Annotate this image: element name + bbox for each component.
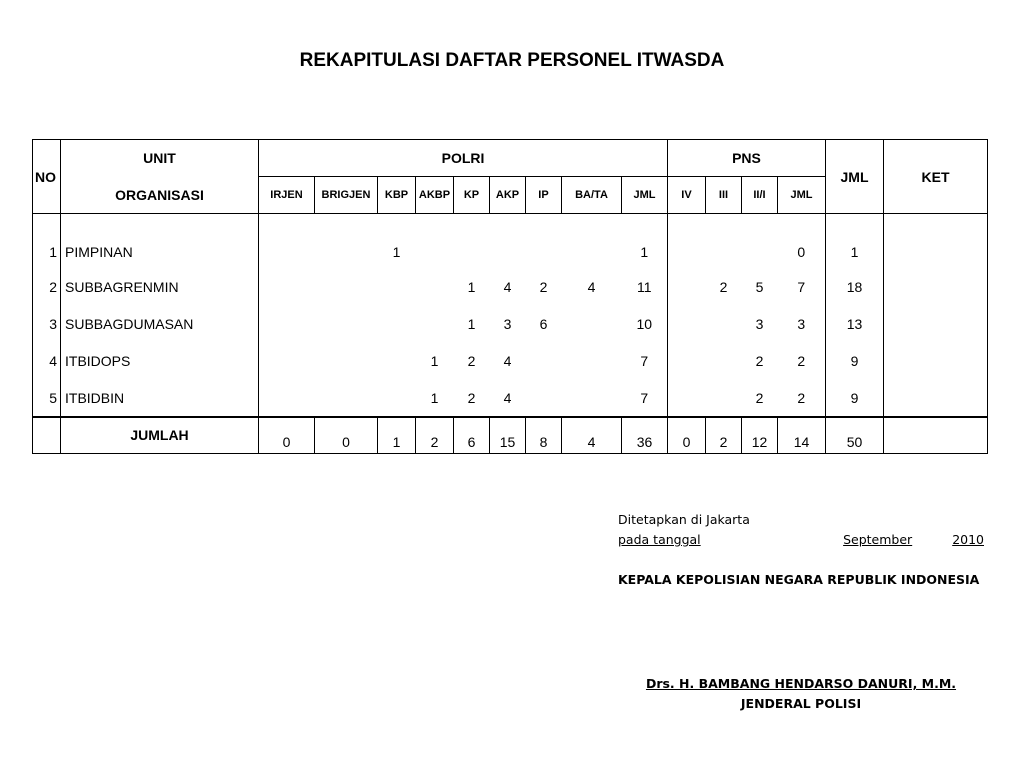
signature-date-year: 2010 bbox=[952, 532, 984, 547]
total-cell: 12 bbox=[742, 417, 778, 454]
header-polri-brigjen: BRIGJEN bbox=[315, 177, 378, 214]
total-cell: 14 bbox=[778, 417, 826, 454]
header-jml-total: JML bbox=[826, 140, 884, 214]
table-cell: 3 bbox=[797, 316, 806, 332]
header-unit-bottom: ORGANISASI bbox=[61, 177, 259, 214]
header-no: NO bbox=[33, 140, 61, 214]
header-pns-iv: IV bbox=[668, 177, 706, 214]
total-cell: 1 bbox=[378, 417, 416, 454]
table-body bbox=[33, 214, 988, 417]
table-cell: 2 bbox=[539, 279, 548, 295]
total-cell: 2 bbox=[706, 417, 742, 454]
header-pns-iii: II/I bbox=[742, 177, 778, 214]
table-row bbox=[33, 343, 988, 380]
table-cell bbox=[378, 306, 416, 343]
table-cell bbox=[668, 214, 706, 269]
table-cell bbox=[259, 269, 315, 306]
table-cell bbox=[706, 343, 742, 380]
table-cell: 4 bbox=[503, 279, 512, 295]
table-cell: 2 bbox=[755, 353, 764, 369]
table-cell bbox=[706, 380, 742, 417]
table-cell bbox=[562, 306, 622, 343]
total-cell: 4 bbox=[562, 417, 622, 454]
row-unit: PIMPINAN bbox=[61, 214, 259, 269]
table-cell bbox=[259, 306, 315, 343]
table-cell: 13 bbox=[826, 306, 884, 343]
signature-block bbox=[618, 510, 984, 590]
table-cell bbox=[706, 214, 742, 269]
header-pns-jml: JML bbox=[778, 177, 826, 214]
total-cell: 36 bbox=[622, 417, 668, 454]
table-row bbox=[33, 306, 988, 343]
row-unit: SUBBAGDUMASAN bbox=[61, 306, 259, 343]
table-cell: 1 bbox=[467, 316, 476, 332]
table-cell: 4 bbox=[587, 279, 596, 295]
table-cell bbox=[259, 380, 315, 417]
table-cell: 5 bbox=[755, 279, 764, 295]
table-cell: 1 bbox=[467, 279, 476, 295]
header-polri-kp: KP bbox=[454, 177, 490, 214]
header-polri-akbp: AKBP bbox=[416, 177, 454, 214]
table-cell: 9 bbox=[826, 380, 884, 417]
table-cell: 3 bbox=[503, 316, 512, 332]
table-cell bbox=[490, 214, 526, 269]
total-cell: 6 bbox=[454, 417, 490, 454]
page-title: REKAPITULASI DAFTAR PERSONEL ITWASDA bbox=[299, 50, 725, 71]
table-cell: 2 bbox=[467, 389, 476, 406]
table-cell bbox=[668, 343, 706, 380]
table-cell bbox=[884, 214, 988, 269]
table-cell: 10 bbox=[636, 316, 653, 332]
table-cell: 1 bbox=[392, 243, 401, 260]
header-polri-jml: JML bbox=[622, 177, 668, 214]
table-cell bbox=[378, 380, 416, 417]
header-polri-irjen: IRJEN bbox=[259, 177, 315, 214]
table-cell bbox=[378, 343, 416, 380]
row-no: 3 bbox=[33, 306, 61, 343]
table-cell bbox=[668, 380, 706, 417]
signatory-name: Drs. H. BAMBANG HENDARSO DANURI, M.M. bbox=[645, 676, 957, 691]
row-unit: SUBBAGRENMIN bbox=[61, 269, 259, 306]
header-pns: PNS bbox=[668, 140, 826, 177]
table-row bbox=[33, 269, 988, 306]
row-unit: ITBIDOPS bbox=[61, 343, 259, 380]
table-cell bbox=[742, 214, 778, 269]
table-cell bbox=[378, 269, 416, 306]
total-cell: 50 bbox=[826, 417, 884, 454]
signatory-rank: JENDERAL POLISI bbox=[740, 696, 862, 711]
table-cell bbox=[454, 214, 490, 269]
table-cell bbox=[416, 214, 454, 269]
signatory bbox=[618, 674, 984, 714]
row-unit: ITBIDBIN bbox=[61, 380, 259, 417]
table-cell: 1 bbox=[826, 214, 884, 269]
table-cell bbox=[416, 306, 454, 343]
total-cell: 0 bbox=[259, 417, 315, 454]
table-cell: 9 bbox=[826, 343, 884, 380]
table-cell: 2 bbox=[797, 389, 806, 406]
total-cell: 0 bbox=[668, 417, 706, 454]
table-cell bbox=[259, 343, 315, 380]
table-row bbox=[33, 380, 988, 417]
header-polri-akp: AKP bbox=[490, 177, 526, 214]
total-row bbox=[33, 417, 988, 454]
table-cell: 2 bbox=[467, 353, 476, 369]
table-cell bbox=[526, 214, 562, 269]
table-cell: 6 bbox=[539, 316, 548, 332]
table-cell bbox=[562, 214, 622, 269]
signature-position: KEPALA KEPOLISIAN NEGARA REPUBLIK INDONESIA bbox=[618, 572, 980, 587]
table-cell bbox=[884, 306, 988, 343]
table-cell: 3 bbox=[755, 316, 764, 332]
total-cell: 8 bbox=[526, 417, 562, 454]
table-cell bbox=[416, 269, 454, 306]
table-cell bbox=[315, 306, 378, 343]
table-cell: 2 bbox=[719, 279, 728, 295]
row-no: 5 bbox=[33, 380, 61, 417]
table-cell: 7 bbox=[640, 353, 649, 369]
table-cell bbox=[315, 343, 378, 380]
row-no: 2 bbox=[33, 269, 61, 306]
table-cell: 4 bbox=[503, 353, 512, 369]
row-no: 4 bbox=[33, 343, 61, 380]
table-cell bbox=[884, 343, 988, 380]
signature-date-label: pada tanggal bbox=[618, 532, 701, 547]
table-cell bbox=[668, 306, 706, 343]
table-cell: 0 bbox=[797, 243, 806, 260]
header-polri-kbp: KBP bbox=[378, 177, 416, 214]
table-cell: 7 bbox=[640, 389, 649, 406]
table-cell: 2 bbox=[797, 353, 806, 369]
table-cell: 1 bbox=[640, 243, 649, 260]
total-label: JUMLAH bbox=[61, 417, 259, 454]
table-cell bbox=[526, 343, 562, 380]
table-cell bbox=[315, 269, 378, 306]
table-cell bbox=[315, 214, 378, 269]
table-cell: 1 bbox=[430, 389, 439, 406]
row-no: 1 bbox=[33, 214, 61, 269]
total-cell bbox=[884, 417, 988, 454]
header-pns-iii: III bbox=[706, 177, 742, 214]
table-cell: 18 bbox=[826, 269, 884, 306]
header-unit-top: UNIT bbox=[61, 140, 259, 177]
signature-place: Ditetapkan di Jakarta bbox=[618, 512, 750, 527]
table-cell bbox=[562, 380, 622, 417]
personnel-table bbox=[32, 139, 988, 454]
table-cell bbox=[706, 306, 742, 343]
table-cell: 11 bbox=[636, 279, 652, 295]
header-ket: KET bbox=[884, 140, 988, 214]
table-cell bbox=[259, 214, 315, 269]
signature-date-month: September bbox=[843, 532, 913, 547]
table-cell bbox=[884, 380, 988, 417]
table-cell: 1 bbox=[430, 353, 439, 369]
table-cell bbox=[315, 380, 378, 417]
total-cell: 0 bbox=[315, 417, 378, 454]
table-cell bbox=[562, 343, 622, 380]
total-cell: 15 bbox=[490, 417, 526, 454]
total-cell: 2 bbox=[416, 417, 454, 454]
table-cell bbox=[668, 269, 706, 306]
table-cell bbox=[884, 269, 988, 306]
signature-date bbox=[618, 530, 984, 550]
table-cell bbox=[526, 380, 562, 417]
header-polri: POLRI bbox=[259, 140, 668, 177]
table-cell: 4 bbox=[503, 389, 512, 406]
table-cell: 2 bbox=[755, 389, 764, 406]
total-no bbox=[33, 417, 61, 454]
header-polri-bata: BA/TA bbox=[562, 177, 622, 214]
header-polri-ip: IP bbox=[526, 177, 562, 214]
table-row bbox=[33, 214, 988, 269]
table-cell: 7 bbox=[797, 279, 806, 295]
